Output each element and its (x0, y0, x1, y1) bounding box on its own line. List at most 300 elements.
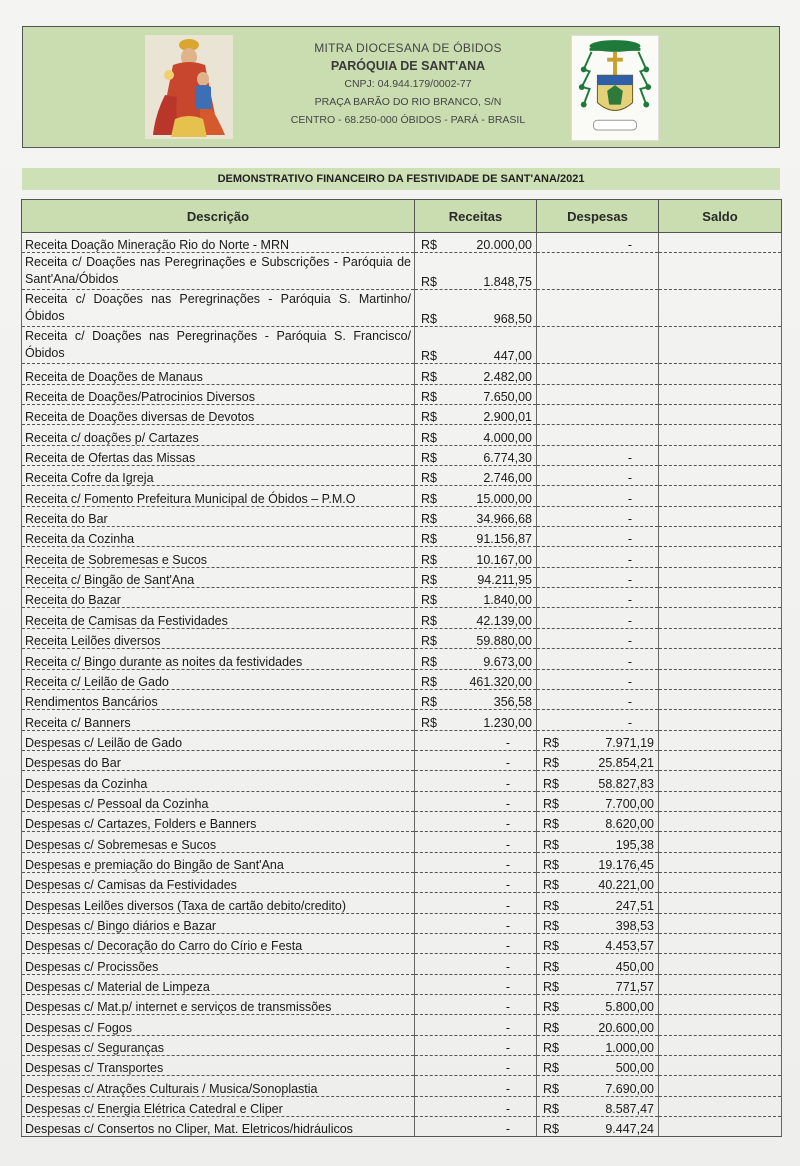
amount: 247,51 (615, 898, 654, 913)
saldo-cell (659, 527, 782, 547)
despesa-cell: - (537, 669, 659, 689)
despesa-cell (537, 1015, 659, 1035)
saldo-cell (659, 995, 782, 1015)
saldo-cell (659, 486, 782, 506)
money-value (418, 512, 533, 526)
table-row (22, 1076, 782, 1096)
report-title: DEMONSTRATIVO FINANCEIRO DA FESTIVIDADE DE SANT'ANA/2021 (22, 168, 780, 190)
row-description: Despesas c/ Camisas da Festividades (22, 872, 415, 892)
currency-symbol: R$ (421, 674, 437, 689)
row-description: Receita c/ Doações nas Peregrinações e Subscrições - Paróquia de Sant'Ana/Óbidos (22, 253, 415, 290)
receita-cell: - (415, 893, 537, 913)
table-row (22, 872, 782, 892)
despesa-cell (537, 771, 659, 791)
amount: 5.800,00 (605, 1000, 654, 1015)
receita-cell: - (415, 832, 537, 852)
table-row (22, 832, 782, 852)
row-description: Despesas c/ Bingo diários e Bazar (22, 913, 415, 933)
amount: 7.690,00 (605, 1081, 654, 1096)
money-value (418, 471, 533, 485)
despesa-cell (537, 893, 659, 913)
money-value (540, 1021, 655, 1035)
money-value (540, 878, 655, 892)
amount: 9.447,24 (605, 1122, 654, 1137)
row-description: Receita c/ Bingão de Sant'Ana (22, 567, 415, 587)
row-description: Despesas Leilões diversos (Taxa de cartão debito/credito) (22, 893, 415, 913)
money-value (418, 312, 533, 326)
money-value (540, 960, 655, 974)
despesa-cell (537, 954, 659, 974)
currency-symbol: R$ (543, 878, 559, 893)
cnpj: CNPJ: 04.944.179/0002-77 (344, 78, 472, 90)
receita-cell: - (415, 852, 537, 872)
currency-symbol: R$ (421, 430, 437, 445)
money-value (540, 899, 655, 913)
money-value (418, 492, 533, 506)
row-description: Despesas c/ Decoração do Carro do Círio e Festa (22, 933, 415, 953)
amount: 398,53 (615, 918, 654, 933)
row-description: Despesas c/ Atrações Culturais / Musica/Sonoplastia (22, 1076, 415, 1096)
despesa-cell (537, 995, 659, 1015)
letterhead (22, 26, 780, 148)
table-row (22, 1096, 782, 1116)
saldo-cell (659, 253, 782, 290)
money-value (418, 655, 533, 669)
address: PRAÇA BARÃO DO RIO BRANCO, S/N (314, 96, 502, 108)
saldo-cell (659, 567, 782, 587)
saldo-cell (659, 1096, 782, 1116)
saldo-cell (659, 893, 782, 913)
saldo-cell (659, 1117, 782, 1137)
row-description: Receita Cofre da Igreja (22, 466, 415, 486)
table-row (22, 669, 782, 689)
despesa-cell: - (537, 486, 659, 506)
saint-image (145, 35, 233, 139)
money-value (540, 919, 655, 933)
saldo-cell (659, 669, 782, 689)
receita-cell (415, 327, 537, 364)
despesa-cell: - (537, 588, 659, 608)
money-value (418, 275, 533, 289)
receita-cell (415, 405, 537, 425)
amount: 2.900,01 (483, 410, 532, 425)
amount: 2.746,00 (483, 471, 532, 486)
saldo-cell (659, 233, 782, 253)
row-description: Receita do Bazar (22, 588, 415, 608)
amount: 40.221,00 (598, 878, 654, 893)
currency-symbol: R$ (421, 349, 437, 364)
money-value (540, 1082, 655, 1096)
saldo-cell (659, 1015, 782, 1035)
money-value (540, 1122, 655, 1136)
receita-cell (415, 466, 537, 486)
column-header-saldo: Saldo (659, 200, 782, 233)
row-description: Receita c/ Leilão de Gado (22, 669, 415, 689)
money-value (540, 797, 655, 811)
despesa-cell (537, 1056, 659, 1076)
money-value (540, 1061, 655, 1075)
amount: 356,58 (493, 695, 532, 710)
amount: 1.000,00 (605, 1041, 654, 1056)
currency-symbol: R$ (543, 1122, 559, 1137)
saldo-cell (659, 649, 782, 669)
despesa-cell (537, 425, 659, 445)
currency-symbol: R$ (543, 735, 559, 750)
saldo-cell (659, 466, 782, 486)
row-description: Receita c/ Doações nas Peregrinações - Paróquia S. Francisco/Óbidos (22, 327, 415, 364)
receita-cell: - (415, 1056, 537, 1076)
despesa-cell: - (537, 466, 659, 486)
receita-cell (415, 669, 537, 689)
table-row (22, 506, 782, 526)
amount: 20.600,00 (598, 1020, 654, 1035)
amount: 8.587,47 (605, 1102, 654, 1117)
amount: 1.840,00 (483, 593, 532, 608)
amount: 7.971,19 (605, 735, 654, 750)
table-row (22, 791, 782, 811)
saldo-cell (659, 730, 782, 750)
despesa-cell (537, 1096, 659, 1116)
currency-symbol: R$ (421, 451, 437, 466)
row-description: Despesas c/ Consertos no Cliper, Mat. Eletricos/hidráulicos (22, 1117, 415, 1137)
saldo-cell (659, 872, 782, 892)
receita-cell: - (415, 771, 537, 791)
despesa-cell: - (537, 445, 659, 465)
table-row (22, 567, 782, 587)
amount: 500,00 (615, 1061, 654, 1076)
amount: 10.167,00 (476, 552, 532, 567)
receita-cell (415, 649, 537, 669)
table-row (22, 588, 782, 608)
table-row (22, 384, 782, 404)
table-row (22, 405, 782, 425)
despesa-cell: - (537, 567, 659, 587)
row-description: Receita de Camisas da Festividades (22, 608, 415, 628)
currency-symbol: R$ (421, 238, 437, 253)
money-value (418, 349, 533, 363)
row-description: Despesas do Bar (22, 750, 415, 770)
currency-symbol: R$ (421, 613, 437, 628)
row-description: Receita de Ofertas das Missas (22, 445, 415, 465)
currency-symbol: R$ (543, 1041, 559, 1056)
row-description: Despesas da Cozinha (22, 771, 415, 791)
amount: 4.453,57 (605, 939, 654, 954)
receita-cell (415, 445, 537, 465)
table-header-row (22, 200, 782, 233)
table-row (22, 253, 782, 290)
row-description: Receita de Doações de Manaus (22, 364, 415, 384)
row-description: Receita Leilões diversos (22, 628, 415, 648)
receita-cell (415, 253, 537, 290)
receita-cell (415, 628, 537, 648)
amount: 1.230,00 (483, 715, 532, 730)
despesa-cell (537, 384, 659, 404)
amount: 94.211,95 (477, 573, 532, 588)
despesa-cell: - (537, 628, 659, 648)
receita-cell (415, 588, 537, 608)
despesa-cell (537, 730, 659, 750)
receita-cell (415, 233, 537, 253)
row-description: Despesas c/ Material de Limpeza (22, 974, 415, 994)
money-value (540, 1000, 655, 1014)
despesa-cell (537, 327, 659, 364)
despesa-cell: - (537, 547, 659, 567)
amount: 461.320,00 (469, 674, 532, 689)
receita-cell: - (415, 1096, 537, 1116)
currency-symbol: R$ (543, 817, 559, 832)
table-row (22, 649, 782, 669)
saldo-cell (659, 791, 782, 811)
money-value (540, 838, 655, 852)
row-description: Despesas c/ Mat.p/ internet e serviços de transmissões (22, 995, 415, 1015)
despesa-cell (537, 364, 659, 384)
currency-symbol: R$ (421, 634, 437, 649)
despesa-cell: - (537, 506, 659, 526)
money-value (418, 370, 533, 384)
table-row (22, 710, 782, 730)
money-value (418, 532, 533, 546)
table-row (22, 364, 782, 384)
receita-cell (415, 710, 537, 730)
saldo-cell (659, 327, 782, 364)
row-description: Receita de Doações diversas de Devotos (22, 405, 415, 425)
currency-symbol: R$ (421, 390, 437, 405)
money-value (418, 390, 533, 404)
row-description: Receita do Bar (22, 506, 415, 526)
amount: 34.966,68 (476, 512, 532, 527)
currency-symbol: R$ (421, 275, 437, 290)
table-row (22, 974, 782, 994)
currency-symbol: R$ (421, 410, 437, 425)
row-description: Receita c/ Bingo durante as noites da festividades (22, 649, 415, 669)
receita-cell (415, 290, 537, 327)
row-description: Despesas c/ Transportes (22, 1056, 415, 1076)
row-description: Despesas c/ Cartazes, Folders e Banners (22, 811, 415, 831)
saldo-cell (659, 290, 782, 327)
saldo-cell (659, 1076, 782, 1096)
table-row (22, 486, 782, 506)
table-row (22, 689, 782, 709)
despesa-cell (537, 290, 659, 327)
money-value (418, 431, 533, 445)
currency-symbol: R$ (421, 512, 437, 527)
currency-symbol: R$ (543, 1000, 559, 1015)
despesa-cell (537, 750, 659, 770)
currency-symbol: R$ (421, 593, 437, 608)
despesa-cell: - (537, 233, 659, 253)
amount: 968,50 (493, 312, 532, 327)
despesa-cell (537, 253, 659, 290)
saldo-cell (659, 588, 782, 608)
receita-cell (415, 547, 537, 567)
receita-cell: - (415, 913, 537, 933)
table-row (22, 893, 782, 913)
money-value (540, 756, 655, 770)
row-description: Receita Doação Mineração Rio do Norte - MRN (22, 233, 415, 253)
row-description: Despesas c/ Sobremesas e Sucos (22, 832, 415, 852)
currency-symbol: R$ (421, 573, 437, 588)
receita-cell: - (415, 995, 537, 1015)
despesa-cell (537, 913, 659, 933)
amount: 450,00 (615, 959, 654, 974)
money-value (418, 238, 533, 252)
saldo-cell (659, 710, 782, 730)
currency-symbol: R$ (421, 552, 437, 567)
despesa-cell (537, 405, 659, 425)
money-value (540, 858, 655, 872)
currency-symbol: R$ (543, 980, 559, 994)
currency-symbol: R$ (543, 898, 559, 913)
saldo-cell (659, 954, 782, 974)
table-row (22, 466, 782, 486)
saldo-cell (659, 364, 782, 384)
currency-symbol: R$ (421, 695, 437, 710)
table-row (22, 233, 782, 253)
table-row (22, 290, 782, 327)
despesa-cell: - (537, 608, 659, 628)
despesa-cell (537, 1076, 659, 1096)
amount: 7.650,00 (483, 390, 532, 405)
receita-cell: - (415, 811, 537, 831)
receita-cell (415, 384, 537, 404)
saldo-cell (659, 405, 782, 425)
despesa-cell (537, 1117, 659, 1137)
receita-cell: - (415, 1117, 537, 1137)
saldo-cell (659, 974, 782, 994)
row-description: Rendimentos Bancários (22, 689, 415, 709)
currency-symbol: R$ (421, 491, 437, 506)
money-value (418, 634, 533, 648)
money-value (418, 614, 533, 628)
row-description: Receita c/ Fomento Prefeitura Municipal de Óbidos – P.M.O (22, 486, 415, 506)
row-description: Receita de Doações/Patrocinios Diversos (22, 384, 415, 404)
table-row (22, 771, 782, 791)
amount: 58.827,83 (598, 776, 654, 791)
amount: 4.000,00 (483, 430, 532, 445)
saldo-cell (659, 384, 782, 404)
saldo-cell (659, 628, 782, 648)
receita-cell: - (415, 933, 537, 953)
despesa-cell (537, 832, 659, 852)
saldo-cell (659, 1056, 782, 1076)
money-value (418, 410, 533, 424)
saldo-cell (659, 771, 782, 791)
currency-symbol: R$ (543, 959, 559, 974)
money-value (418, 716, 533, 730)
column-header-despesas: Despesas (537, 200, 659, 233)
money-value (418, 593, 533, 607)
currency-symbol: R$ (421, 715, 437, 730)
receita-cell: - (415, 1076, 537, 1096)
row-description: Receita de Sobremesas e Sucos (22, 547, 415, 567)
table-row (22, 913, 782, 933)
table-row (22, 628, 782, 648)
despesa-cell: - (537, 710, 659, 730)
amount: 42.139,00 (476, 613, 532, 628)
table-row (22, 954, 782, 974)
column-header-descricao: Descrição (22, 200, 415, 233)
receita-cell (415, 486, 537, 506)
table-row (22, 1056, 782, 1076)
money-value (540, 980, 655, 994)
table-row (22, 933, 782, 953)
money-value (540, 1041, 655, 1055)
diocese-name: MITRA DIOCESANA DE ÓBIDOS (314, 41, 502, 55)
currency-symbol: R$ (421, 312, 437, 327)
table-row (22, 730, 782, 750)
receita-cell (415, 608, 537, 628)
row-description: Despesas c/ Procissões (22, 954, 415, 974)
despesa-cell: - (537, 689, 659, 709)
table-row (22, 608, 782, 628)
receita-cell (415, 364, 537, 384)
saldo-cell (659, 832, 782, 852)
saldo-cell (659, 811, 782, 831)
row-description: Receita c/ Doações nas Peregrinações - Paróquia S. Martinho/Óbidos (22, 290, 415, 327)
despesa-cell (537, 811, 659, 831)
currency-symbol: R$ (421, 369, 437, 384)
receita-cell (415, 506, 537, 526)
despesa-cell (537, 872, 659, 892)
table-row (22, 547, 782, 567)
amount: 19.176,45 (598, 857, 654, 872)
saldo-cell (659, 506, 782, 526)
despesa-cell: - (537, 649, 659, 669)
amount: 2.482,00 (483, 369, 532, 384)
saldo-cell (659, 750, 782, 770)
amount: 15.000,00 (476, 491, 532, 506)
receita-cell: - (415, 750, 537, 770)
table-row (22, 852, 782, 872)
row-description: Despesas c/ Seguranças (22, 1035, 415, 1055)
receita-cell (415, 527, 537, 547)
receita-cell (415, 567, 537, 587)
amount: 59.880,00 (476, 634, 532, 649)
despesa-cell (537, 933, 659, 953)
financial-table (21, 199, 782, 1137)
saldo-cell (659, 689, 782, 709)
currency-symbol: R$ (543, 939, 559, 954)
row-description: Receita c/ Banners (22, 710, 415, 730)
table-row (22, 1015, 782, 1035)
currency-symbol: R$ (543, 776, 559, 791)
receita-cell (415, 425, 537, 445)
money-value (540, 817, 655, 831)
despesa-cell (537, 791, 659, 811)
table-row (22, 1117, 782, 1137)
amount: 25.854,21 (598, 756, 654, 771)
row-description: Despesas c/ Pessoal da Cozinha (22, 791, 415, 811)
currency-symbol: R$ (543, 1081, 559, 1096)
row-description: Despesas c/ Leilão de Gado (22, 730, 415, 750)
saldo-cell (659, 852, 782, 872)
letterhead-text (243, 39, 573, 129)
table-row (22, 527, 782, 547)
receita-cell: - (415, 1035, 537, 1055)
amount: 771,57 (615, 980, 654, 994)
money-value (418, 695, 533, 709)
saldo-cell (659, 1035, 782, 1055)
receita-cell: - (415, 872, 537, 892)
money-value (418, 675, 533, 689)
currency-symbol: R$ (421, 654, 437, 669)
despesa-cell (537, 974, 659, 994)
episcopal-crest-icon (571, 35, 659, 141)
row-description: Receita c/ doações p/ Cartazes (22, 425, 415, 445)
receita-cell: - (415, 730, 537, 750)
money-value (418, 573, 533, 587)
table-row (22, 327, 782, 364)
